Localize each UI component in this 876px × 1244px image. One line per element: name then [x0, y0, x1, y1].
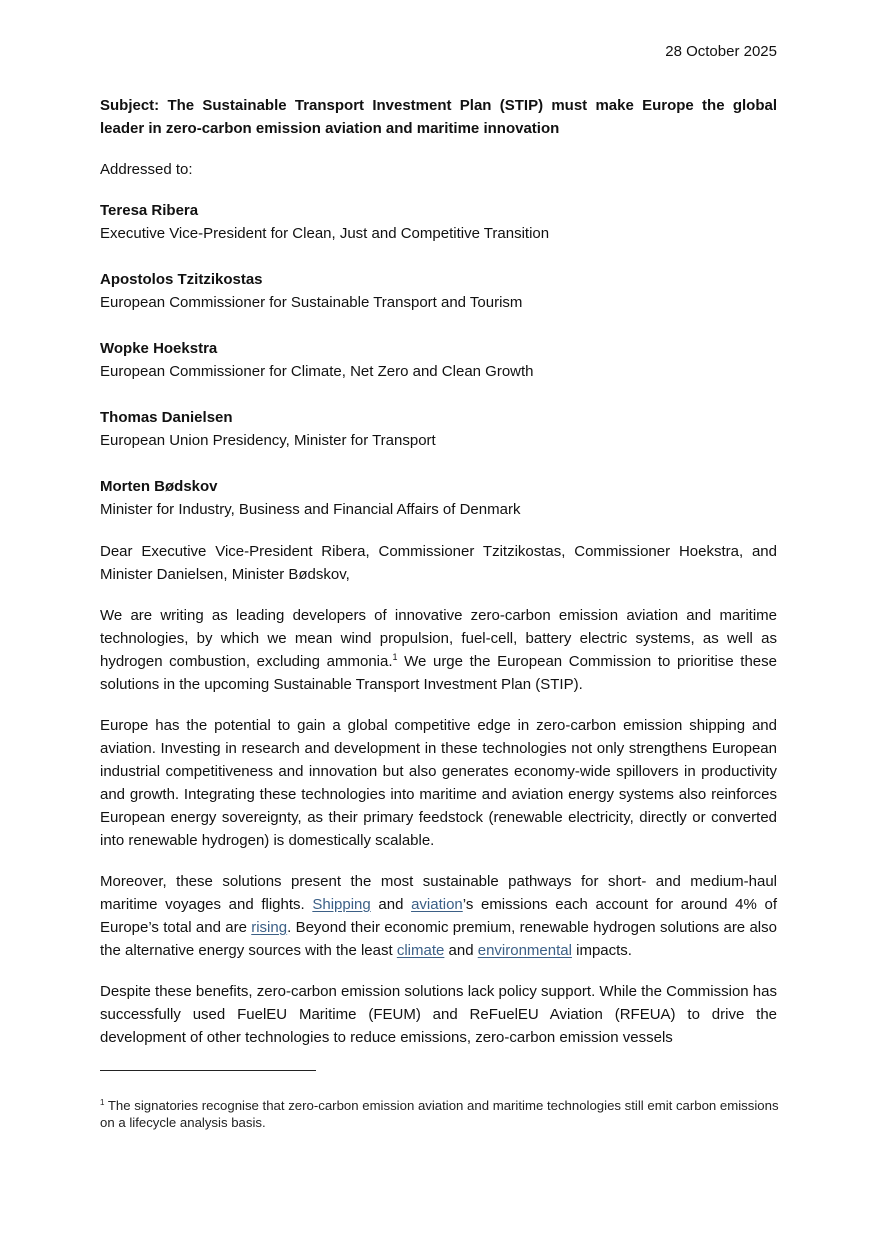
recipient-name: Teresa Ribera: [100, 202, 199, 219]
rising-link[interactable]: rising: [251, 919, 288, 936]
footnote: [100, 1097, 780, 1131]
recipient-role: Minister for Industry, Business and Financial Affairs of Denmark: [100, 501, 521, 518]
paragraph-text: Moreover, these solutions present the most sustainable pathways for short- and medium-haul maritime voyages and flights.: [100, 873, 777, 913]
addressed-to-label: Addressed to:: [100, 161, 193, 178]
paragraph-text: We urge the European Commission to prioritise these solutions in the upcoming Sustainable Transport Investment Plan (STIP).: [100, 653, 777, 693]
paragraph-text: and: [444, 942, 478, 959]
recipient-block: [100, 475, 777, 521]
footnote-divider: [100, 1070, 316, 1071]
paragraph-competitiveness: Europe has the potential to gain a global competitive edge in zero-carbon emission shipping and aviation. Investing in research and development in these technologies not only strengthens European industrial competitiveness and innovation but also generates economy-wide spillovers in productivity and growth. Integrating these technologies into maritime and aviation energy systems also reinforces European energy sovereignty, as their primary feedstock (renewable electricity, directly or converted into renewable hydrogen) is domestically scalable.: [100, 717, 777, 849]
climate-link[interactable]: climate: [396, 942, 445, 959]
shipping-link[interactable]: Shipping: [312, 896, 371, 913]
paragraph-text: ’s emissions each account for around 4% of Europe’s total and are: [100, 896, 777, 936]
paragraph-sustainability: [100, 870, 777, 962]
paragraph-policy: Despite these benefits, zero-carbon emission solutions lack policy support. While the Commission has successfully used FuelEU Maritime (FEUM) and ReFuelEU Aviation (RFEUA) to drive the development of other technologies to reduce emissions, zero-carbon emission vessels: [100, 983, 777, 1046]
footnote-text: The signatories recognise that zero-carbon emission aviation and maritime technologies still emit carbon emissions on a lifecycle analysis basis.: [100, 1098, 779, 1130]
footnote-number: 1: [100, 1098, 105, 1107]
recipient-role: European Commissioner for Sustainable Transport and Tourism: [100, 294, 523, 311]
recipient-name: Morten Bødskov: [100, 478, 218, 495]
environmental-link[interactable]: environmental: [477, 942, 572, 959]
letter-body: [100, 94, 777, 1067]
recipient-name: Wopke Hoekstra: [100, 340, 218, 357]
paragraph-text: . Beyond their economic premium, renewable hydrogen solutions are also the alternative energy sources with the least: [100, 919, 777, 959]
recipient-role: Executive Vice-President for Clean, Just and Competitive Transition: [100, 225, 550, 242]
aviation-link[interactable]: aviation: [411, 896, 463, 913]
letter-date: 28 October 2025: [665, 43, 777, 60]
paragraph-text: We are writing as leading developers of innovative zero-carbon emission aviation and maritime technologies, by which we mean wind propulsion, fuel-cell, battery electric systems, as well as hydrogen combustion, excluding ammonia.: [100, 607, 777, 670]
recipient-role: European Union Presidency, Minister for Transport: [100, 432, 436, 449]
recipient-name: Thomas Danielsen: [100, 409, 233, 426]
paragraph-intro: [100, 604, 777, 696]
recipient-block: [100, 199, 777, 245]
footnote-reference[interactable]: 1: [392, 652, 398, 662]
paragraph-text: and: [370, 896, 412, 913]
recipient-name: Apostolos Tzitzikostas: [100, 271, 263, 288]
paragraph-text: impacts.: [571, 942, 632, 959]
recipient-block: [100, 337, 777, 383]
recipient-block: [100, 406, 777, 452]
salutation: Dear Executive Vice-President Ribera, Commissioner Tzitzikostas, Commissioner Hoekstra, and Minister Danielsen, Minister Bødskov,: [100, 543, 777, 583]
recipient-block: [100, 268, 777, 314]
recipient-role: European Commissioner for Climate, Net Zero and Clean Growth: [100, 363, 534, 380]
subject-line: Subject: The Sustainable Transport Investment Plan (STIP) must make Europe the global leader in zero-carbon emission aviation and maritime innovation: [100, 97, 777, 137]
